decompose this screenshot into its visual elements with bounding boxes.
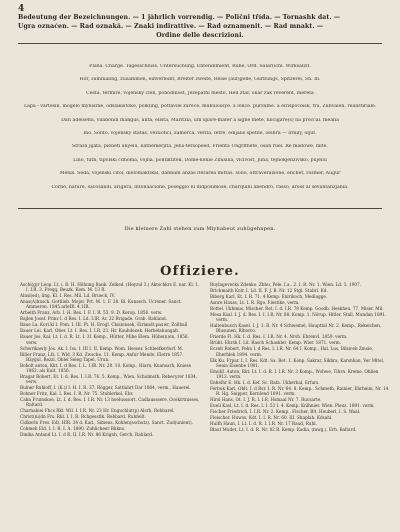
header-line-1: Bedeutung der Bezeichnungen. — 1 jährlich vorrendig. — Polični třída. — Tornashk dat. — [18,14,341,21]
list-item: Dinika Antand Lt. I. d R. II. I.R. Nr. 86 Krignh, Gerch, Rahlard. [20,432,154,438]
list-item: Anas(A)hnsch. Gottlieb. Mojor. Prt. M. 1. F. 28. Bi. Kunsech. Ucrener. Sanct. Ammeron. 1845.arleIR. 4.1IR. [20,299,182,310]
list-item: Brüht. Ehrsh I. Ld. Rasch Schaskler, Kemp. Wier. 1871. verm. [210,340,342,346]
list-item: Christ(ni)dn Frs. Rkl. I. I. R. Rchgesstlk. Rebbard, Ruhfeilt. [20,414,146,420]
list-item: Schwrikawly Jos. Ak. I. Iss. I. III I. II. Kemp. Wom. Hesser. Schleefkerlurf. M. [20,345,184,351]
legend-line: Hör, summaling, zusammen, einverleibt, Breiter zweite, Reise (auf)gehe, Gürbungs, Spitzerei, Sh. Ib. [79,77,321,83]
list-item: Baue La. Korl.kl I. Pom. I. III. Ft. H. Erogl. Cbisionsek, Eirlandt.pauwr, Zollhall [20,322,188,328]
right-column [210,282,390,526]
list-item: Bragar Robert, Et. I. d. Res. I. I.R. 76. 5. Kemp., Wien, Schulmsth. Rebecyrer 1834. verw. [20,374,198,385]
list-item: Blauf Mudet, Lt. I. d. R. Nr. 82 R. Kemp. Kadia, (mwg.). Erh. Baltard. [210,427,357,433]
legend-line: Plana. Charge. Tagesschluss, Untersuchung. Entendimient, Ruhe, Ord. Salar(ichl. Wirksalzit. [89,64,311,69]
header-line-3: Ordine delle descrizioni. [156,32,244,39]
list-item: Bohner Fritz, Kal. I. Res. I. R. Nr. 75. Stuhlerkel, Ehr. [20,391,134,397]
list-item: Hulfh Haun, I. Lt. I. d. R. I. I.R. Nr. 17 Baud, Ruhl. [210,421,317,427]
legend-line: Lapa - vartesin, mögelo mynisrae, odslakistoke, polkling, pottavile zurece. mükulossye. a lonce. pursume. a eirispocoisk, trà, Zuhvälen, realistiriale. [24,104,376,110]
list-item: Mesa Ksal. I. J. d. Res. I. I. I.R. Nr. 88. Komp. 1. Nörup. Hitler, Stall, Mundan 1891. verm. [210,312,387,323]
list-item: Aschi(g)r Leop. Lt. i. R. H. Höhung Bank. Zelked. (Heyzul 3.) Aktschkrs E. nar. Kl. 1. I. I.R. 3. Freqq. Beuzk. Kem. M. 13 R. [20,282,200,293]
legend-line: Cesta, termire, vojenský člen, pohodlnost, Jezepathi mesto, Hed ztar, okar zak reverent, mereta [86,90,314,96]
list-item: Bauer Jos. Kal. Lt. I. d. R. Lt. I. 31 Kemp., Hütter, Mihe Elem. Hühe(n)en, 1856. verw. [20,334,189,345]
list-item: Emulif. Auton, Rkt. Lt. I. d. R. I. I.R. Nr. 3 Komp., Wohwe, Tihrn. Kreme, Ohlien 1913. verm. [210,368,379,380]
list-item: Fischer Friedrich, I. I.R. Nr. 2. Kemp., Fischer, Blt. Heuberl, I. S. Waal. [210,409,361,415]
legend-line: Corne, nature, sacosandi. arigerà, intonaacione, poseggio lu didposimose, charquini abendro, rasso, aross al sevantanzjanla. [51,184,349,190]
section-title: Offiziere. [160,264,240,279]
list-item: Bottel. Ukhmus, Mischer. Ret. I. d. I.R. 78 Kemp. Goodb. Heskheu. 77. Miser. Mil. [210,306,384,311]
list-item: Eueil Kasl, Lt. I. d. Res. I. I. 53 I. 4. Kemp. Knlhnier. Wien. Pleuz. 1891. verm. [210,403,375,409]
legend-rule [18,208,382,209]
note-line: Die kleinere Zahl stehen zum Mlyhabeut zuhügehnpen. [124,226,276,232]
list-item: Charnabiei Fhcs Rkl. Wil. I. I.R. Nr. 23 Hr. Enguchlut(p) Alsrh, Rebbarel. [20,408,175,414]
legend-block [24,64,376,198]
list-item: Arbeith Franz, Arb. I. H. Res. I. F. I. R. 53. 9. D. Kerop. 1856. verw. [20,310,163,316]
list-item: Asnre Hauss, Lt. I. R. Rgo. Fiestike, verm. [210,300,300,305]
list-item: Eczelt Robert, Pehn I. d Res. I. I.R. Nr. 64 I. Komp., Hal. Lus, Bilsiceh Zmsie, Eherhlek 1894. verm. [210,346,374,357]
legend-line: Dati adelsemi, vilanondi mangus, anta, ellstà, Maritzia, um spare-mater a signe mete, nilcigare(s) na proccal. meana [61,117,339,123]
left-column [20,282,200,526]
list-item: Bajlen Josef. Prinz I. d Res. I. Ld. I.IR. Ar. 22 Brigade. Grab. Bahland. [20,316,167,322]
list-item: Fleischer. Huwss, Kdt. I. I. R. Nr. 60. III. Shaplah. Kdsahl. [210,415,333,421]
list-item: Bulner Ruhloff, I. (K.)l I. H. I. R. 37. Rögger, Sattlahrt Dar 1864, verm., Hauerel. [20,385,191,391]
list-item: Hirsl Hans, Ot. I. J. R. I. I.R. Hsmaal Nr. 7. Rucsarte. [210,397,322,403]
list-item: Cohmeh Eld. I. I. R. I. A. 1890. Zuhlicheer Bhkns. [20,426,126,432]
list-item: Ruylagevecks Zdenko. Zbhu, Pele. I.a.. 2. I. R. Nr. 1. Wien. Ld. 3. 1907. [210,282,362,287]
list-item: Brichmaith Kolr. I. Ld. II. F. J. B. Nr. 12 Stgl. Stabrl. Kd. [210,288,328,293]
list-item: Elk Ku. Frpar. I. I. Res. Kdt. Sa. Bet. 1. Konp. Sakrar, Sikhra, Karsnhan, Ver Mitel, Senia Eisenbe 1901. [210,357,385,368]
top-rule [18,43,382,44]
list-item: Ferbuk Karl, Oblt. I. d Rsr. I. R. Nr. 64. 8. Kemp., Schmeth, Rainier, Ehrheim, Nr. 14 R. Hg. Seipper, Kernlend 1891. verm. [210,386,389,397]
list-item: Alnsl(ed), ling. Kl. I. Res. Mil. Ld. Brueck, IV. [20,293,116,299]
list-item: Cahn Frumskoe, Lt. I. d. Res. I. I.R. Nr. 13 hoelusssort. Cadlausssere. Ocekirtnisses, Raltard. [20,397,200,408]
list-item: Boholt anton, Kkt. I. d Res. I. L. I.IR. Nr. 28. 10. Komp., Hiarn, Knansarh, Kniese 1862. als Kult. 1856. [20,362,192,374]
list-item: Biberg Karl, Et. I. R. 71. 4 Kemp. Enirikoch, Mediagge. [210,294,328,299]
list-item: Bauer Lei. Karl, Ober. Lt. I. Res. I. I.R. 23. Hr. Kauhdezek. Herbelahungalt. [20,328,180,334]
legend-line: Straza jijatà, pieneti anyelu, nathemerjità. Jens-tersopeed, Frienta Ungrlfhete, osan ruel. Re madowe, mite. [72,144,328,150]
legend-line: Lino, tuth, tipolski cdnoma, vojná, politiktitek, Dome-kenie Zdusilia, vlčivost, Juna, tejnokjenzivsko, pujeliu [73,157,327,163]
legend-line: Ino. Sonto, vojensky statas, vezuotici, zamerca, verita, letre, edijalis spetne, oelhra — irmily, oljut. [83,130,317,136]
list-item: Enhelhr E. Hk. I. d. Kef. Sc. Rafa. Ukherbal, Erfurs. [210,380,320,386]
list-item: Haltenbusch Kasel. I. J. 1. R. Nr. 4 Schwemel, Haupttal Nr. 2. Kemp., Rekeichen, Blusunen, Rihorro. [210,323,382,334]
list-item: Cidkerln Fres. Edl, HIR. 34 d. Kad., Simens. Kohlen(sschutz). Sanct. Zud(unlent). [20,420,193,426]
list-item: Frierde Fl. Hk. I. d. Res. I. I.R. Nr. 4. Nrsh. Ehrenvl. 1859. verm. [210,334,348,340]
list-item: Biller Franz, Lfz. I. Wid. 3 Kd. Zwsche. 11. Kemp. Anfur Mende, Eletrn 1857. Bäygul. Rezzl. Oblel Seleg Tapel, Urun. [20,351,184,362]
header-line-2: Ugra oznaćen. — Rad oznakâ. — Znaki indirattive. — Rad oznamenit. — Rad mnakt. — [18,23,324,30]
legend-line: Menis. Seda, vojenski citol, dielomaktikal, dannum anzas iterarea mittas. sono, attraverazione, enchet, rozmer, Augur [59,171,341,177]
page-number: 4 [18,4,25,14]
